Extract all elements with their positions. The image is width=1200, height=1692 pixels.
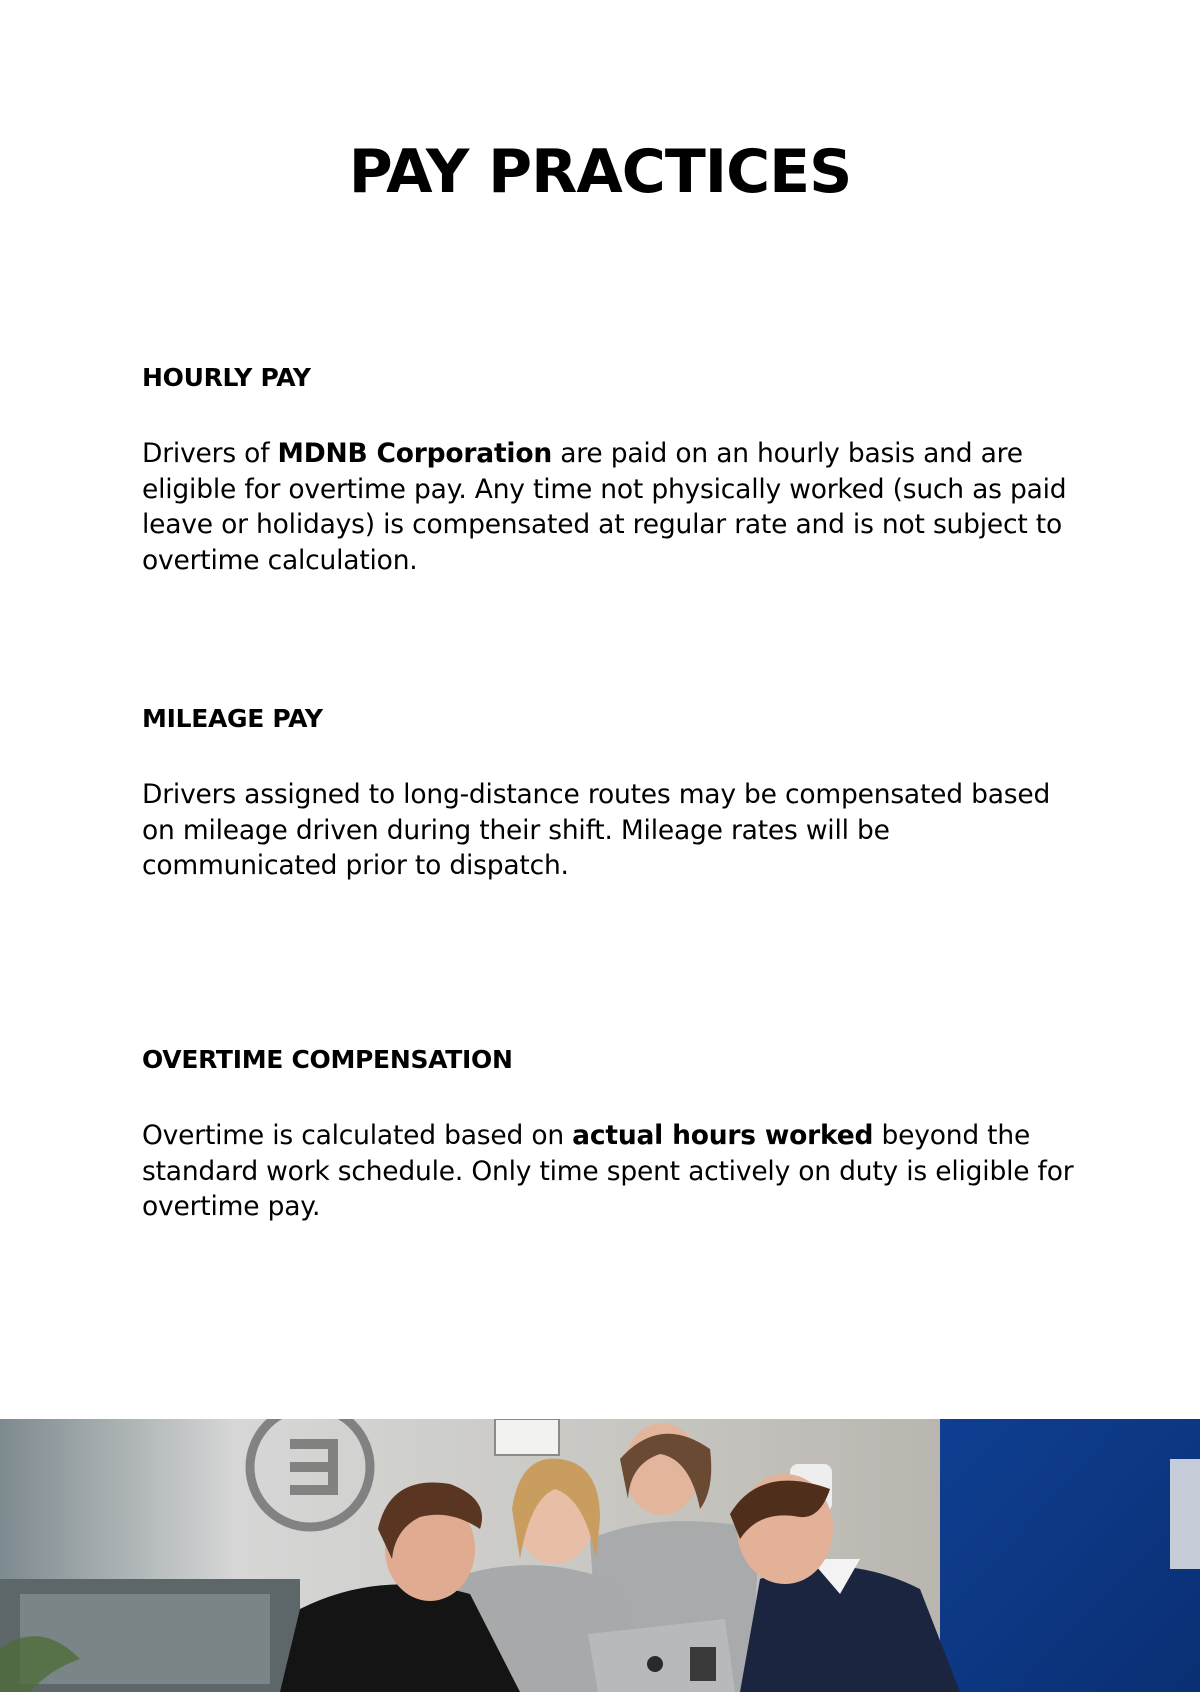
section-body <box>142 436 1082 578</box>
body-text-bold: actual hours worked <box>572 1120 874 1151</box>
photo-blue-panel <box>940 1419 1200 1692</box>
page-title: PAY PRACTICES <box>348 137 852 207</box>
section-heading: OVERTIME COMPENSATION <box>142 1045 513 1074</box>
team-photo <box>0 1419 1200 1692</box>
section-hourly-pay <box>142 362 1082 578</box>
section-body <box>142 777 1082 884</box>
body-text: Overtime is calculated based on <box>142 1120 573 1151</box>
section-overtime-compensation <box>142 1044 1082 1225</box>
body-text: Drivers assigned to long-distance routes may be compensated based on mileage driven during their shift. Mileage rates will be communicated prior to dispatch. <box>142 779 1051 881</box>
body-text-bold: MDNB Corporation <box>277 438 552 469</box>
section-mileage-pay <box>142 703 1082 884</box>
section-body <box>142 1118 1082 1225</box>
body-text: are paid on an hourly basis and are eligible for overtime pay. Any time not physically worked (such as paid leave or holidays) is compensated at regular rate and is not subject to overtime calculation. <box>142 438 1067 576</box>
section-heading: MILEAGE PAY <box>142 704 323 733</box>
body-text: beyond the standard work schedule. Only time spent actively on duty is eligible for overtime pay. <box>142 1120 1074 1222</box>
section-heading: HOURLY PAY <box>142 363 311 392</box>
body-text: Drivers of <box>142 438 278 469</box>
